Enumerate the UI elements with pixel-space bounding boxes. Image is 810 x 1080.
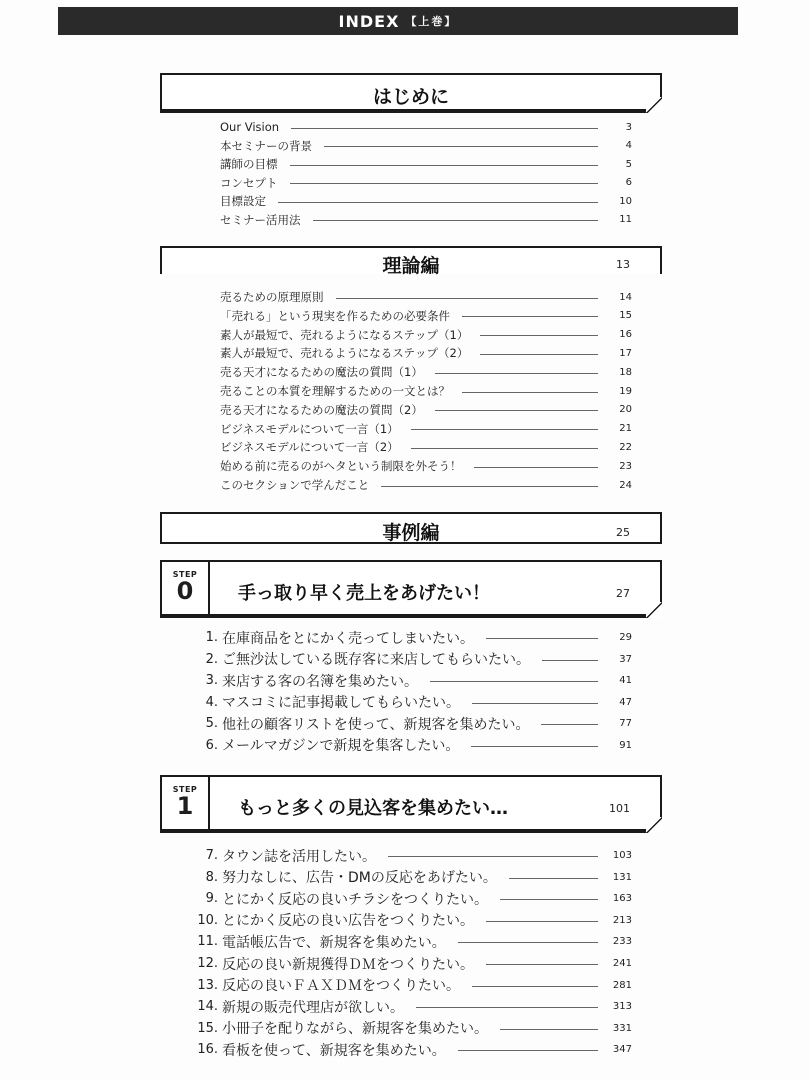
toc-entry [192,692,632,713]
toc-entry-label: セミナー活用法 [220,212,301,227]
step0-badge [162,562,210,614]
leader-line [430,681,598,682]
toc-entry-label: 在庫商品をとにかく売ってしまいたい。 [222,630,474,647]
leader-line [471,746,598,747]
intro-toc [220,118,632,230]
toc-entry-page: 24 [619,479,632,491]
toc-entry [192,627,632,648]
leader-line [500,1029,598,1030]
toc-entry-number: 12. [197,956,218,971]
toc-entry [192,910,632,931]
toc-entry-number: 13. [197,977,218,993]
toc-entry-page: 6 [625,177,632,188]
step0-box [160,560,662,618]
toc-entry [220,401,632,419]
leader-line [486,964,598,965]
toc-entry-label: 反応の良いＦＡＸＤＭをつくりたい。 [222,978,460,995]
toc-entry-page: 103 [612,850,632,861]
intro-section-title: はじめに [372,86,449,108]
toc-entry-page: 281 [612,979,632,991]
toc-entry-number: 1. [205,630,218,645]
toc-entry-page: 29 [619,632,632,643]
intro-section-box [160,73,662,113]
step1-box [160,775,662,833]
toc-entry-label: 小冊子を配りながら、新規客を集めたい。 [222,1021,488,1038]
step0-label: STEP [172,570,198,579]
leader-line [313,220,599,221]
leader-line [291,128,598,129]
page-curl-icon [646,97,662,113]
toc-entry-page: 16 [619,329,632,341]
leader-line [388,856,598,857]
toc-entry [220,438,632,456]
toc-entry [220,326,632,344]
toc-entry [220,118,632,136]
leader-line [474,467,599,468]
toc-entry [220,211,632,229]
toc-entry-page: 131 [612,871,632,883]
leader-line [542,660,598,661]
theory-section-box [160,246,662,277]
toc-entry-label: とにかく反応の良い広告をつくりたい。 [222,913,474,930]
toc-entry-number: 7. [205,848,218,863]
leader-line [336,298,599,299]
leader-line [411,429,598,430]
toc-entry [220,288,632,306]
toc-entry [192,1018,632,1039]
page-curl-icon [646,602,662,618]
toc-entry-page: 19 [619,385,632,397]
toc-entry-label: Our Vision [220,120,280,134]
leader-line [381,486,598,487]
theory-section-page: 13 [616,258,630,271]
toc-entry [220,174,632,192]
toc-entry-label: 反応の良い新規獲得ＤＭをつくりたい。 [222,956,474,973]
toc-entry [220,155,632,173]
toc-entry-number: 6. [205,737,218,753]
leader-line [411,448,598,449]
toc-entry [192,888,632,909]
toc-entry-label: ご無沙汰している既存客に来店してもらいたい。 [222,652,530,668]
toc-entry-page: 3 [625,121,632,133]
toc-entry-label: 素人が最短で、売れるようになるステップ（1） [220,327,469,342]
cases-section-page: 25 [616,526,630,539]
toc-entry-page: 313 [612,1001,632,1013]
toc-entry-page: 233 [612,936,632,948]
toc-entry-label: メールマガジンで新規を集客したい。 [222,738,460,754]
toc-entry-number: 3. [205,673,218,688]
toc-entry [192,735,632,756]
toc-entry-label: 目標設定 [220,194,266,208]
toc-entry-label: タウン誌を活用したい。 [222,848,376,865]
toc-entry-label: 売る天才になるための魔法の質問（1） [220,365,423,380]
toc-entry-page: 20 [619,404,632,416]
toc-entry-number: 9. [205,891,218,907]
leader-line [435,373,598,374]
toc-entry-page: 4 [625,140,632,151]
toc-entry-label: 講師の目標 [220,157,278,171]
toc-entry-page: 17 [619,347,632,359]
toc-entry-label: 看板を使って、新規客を集めたい。 [222,1042,446,1059]
toc-entry-number: 5. [205,716,218,731]
toc-entry-label: このセクションで学んだこと [220,478,370,492]
toc-entry-label: 売るための原理原則 [220,290,324,304]
toc-entry-page: 11 [619,214,632,225]
toc-entry-number: 2. [205,651,218,667]
toc-entry-number: 10. [197,912,218,928]
toc-entry [192,1039,632,1060]
leader-line [435,410,598,411]
toc-entry-number: 14. [197,999,218,1015]
step0-title: 手っ取り早く売上をあげたい！ [238,583,490,604]
toc-entry-page: 241 [612,958,632,969]
toc-entry-label: ビジネスモデルについて一言（1） [220,421,399,436]
index-title: INDEX [338,11,400,31]
toc-entry [220,137,632,155]
toc-entry-page: 347 [612,1044,632,1056]
step1-badge [162,777,210,829]
leader-line [290,183,599,184]
toc-entry-label: 始める前に売るのがヘタという制限を外そう！ [220,459,462,474]
step0-toc [192,627,632,755]
toc-entry-number: 8. [205,869,218,885]
step1-page: 101 [609,802,630,815]
toc-entry-label: 「売れる」という現実を作るための必要条件 [220,308,450,323]
cases-section-box [160,512,662,544]
toc-entry [220,382,632,400]
index-header-bar [58,7,738,35]
toc-entry-label: 電話帳広告で、新規客を集めたい。 [222,934,446,951]
toc-entry [192,649,632,670]
toc-entry-label: マスコミに記事掲載してもらいたい。 [222,695,460,711]
toc-entry-page: 22 [619,441,632,453]
leader-line [278,202,598,203]
leader-line [500,899,598,900]
toc-entry-number: 15. [197,1020,218,1036]
leader-line [486,921,598,922]
step0-page: 27 [616,587,630,600]
step1-label: STEP [172,785,198,794]
toc-entry-label: 売る天才になるための魔法の質問（2） [220,402,423,417]
leader-line [472,986,598,987]
leader-line [458,942,598,943]
toc-entry [192,845,632,866]
toc-entry-number: 16. [197,1042,218,1058]
toc-entry-page: 21 [619,423,632,435]
toc-entry-label: 来店する客の名簿を集めたい。 [222,673,418,690]
leader-line [480,335,598,336]
step1-number: 1 [176,792,194,820]
toc-entry-page: 14 [619,291,632,303]
cases-section-title: 事例編 [382,522,440,544]
leader-line [462,316,598,317]
toc-entry-label: 新規の販売代理店が欲しい。 [222,999,404,1016]
toc-entry-page: 18 [619,366,632,378]
toc-entry [220,476,632,494]
toc-entry-page: 213 [612,914,632,926]
step1-toc [192,845,632,1065]
page-curl-icon [646,817,662,833]
leader-line [472,703,598,704]
leader-line [509,878,598,879]
toc-entry [192,931,632,952]
toc-entry-label: 素人が最短で、売れるようになるステップ（2） [220,346,469,361]
toc-entry [192,867,632,888]
toc-entry-page: 10 [619,195,632,207]
toc-entry [192,975,632,996]
leader-line [290,165,599,166]
leader-line [480,354,598,355]
toc-entry [220,363,632,381]
toc-entry-page: 77 [619,718,632,729]
toc-entry-page: 5 [625,158,632,170]
leader-line [416,1007,598,1008]
toc-entry-label: コンセプト [220,175,278,190]
toc-entry-label: 他社の顧客リストを使って、新規客を集めたい。 [222,716,530,733]
toc-entry-label: とにかく反応の良いチラシをつくりたい。 [222,891,488,908]
leader-line [324,146,598,147]
toc-entry [220,344,632,362]
toc-entry-label: 売ることの本質を理解するための一文とは？ [220,384,450,398]
leader-line [462,392,598,393]
toc-entry-label: ビジネスモデルについて一言（2） [220,440,399,455]
toc-entry [192,670,632,691]
leader-line [458,1050,598,1051]
toc-entry-label: 努力なしに、広告・DMの反応をあげたい。 [222,870,497,887]
index-subtitle: 【上巻】 [405,15,458,28]
leader-line [541,724,598,725]
toc-entry-page: 47 [619,696,632,708]
toc-entry [220,420,632,438]
toc-entry-page: 91 [619,739,632,751]
toc-entry-page: 15 [619,310,632,322]
leader-line [486,638,598,639]
toc-entry-page: 23 [619,460,632,472]
theory-section-title: 理論編 [382,255,440,277]
toc-entry-label: 本セミナーの背景 [220,138,312,153]
toc-entry [220,307,632,325]
step1-title: もっと多くの見込客を集めたい… [238,798,508,819]
toc-entry [220,192,632,210]
theory-toc [220,288,632,494]
toc-entry-page: 163 [612,893,632,905]
toc-entry [220,457,632,475]
toc-entry-number: 11. [197,934,218,950]
toc-entry-page: 41 [619,675,632,686]
toc-entry-page: 331 [612,1022,632,1034]
toc-entry [192,713,632,734]
toc-entry [192,953,632,974]
toc-entry [192,996,632,1017]
step0-number: 0 [176,577,194,605]
toc-entry-page: 37 [619,653,632,665]
toc-entry-number: 4. [205,694,218,710]
